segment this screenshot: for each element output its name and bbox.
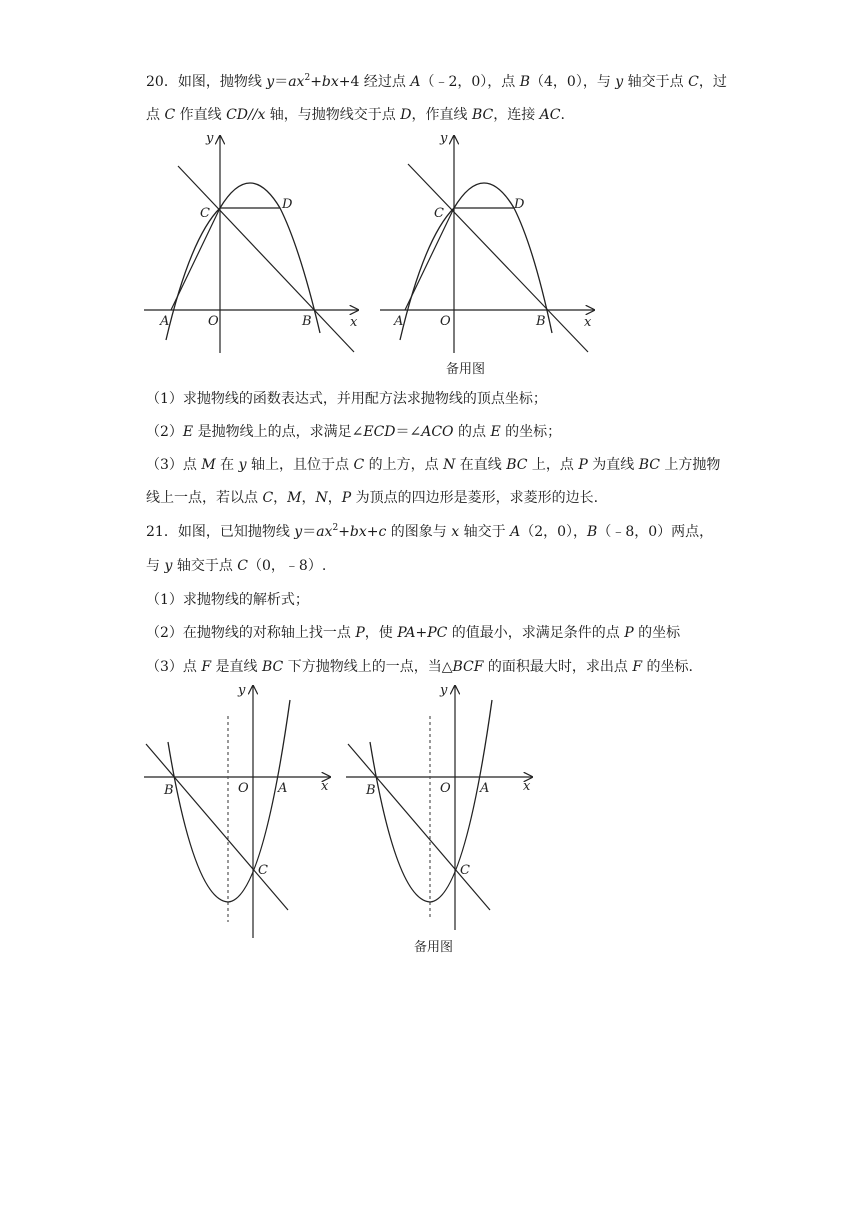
q21-line-2: [146, 556, 326, 576]
svg-text:D: D: [514, 197, 525, 212]
svg-text:C: C: [434, 206, 444, 221]
text-runs: 与 y 轴交于点 C（0，﹣8）.: [146, 558, 327, 574]
q20-part-1: [146, 389, 547, 409]
label-d: D: [282, 197, 293, 212]
segment-ac: [171, 208, 220, 310]
parabola: [168, 700, 290, 902]
parabola: [166, 183, 320, 340]
q21-figure-backup: [342, 680, 542, 945]
q20-figure-backup: [376, 128, 606, 358]
q21-part-3: [146, 657, 693, 677]
text-runs: 线上一点，若以点 C，M，N，P 为顶点的四边形是菱形，求菱形的边长.: [146, 490, 599, 506]
text-runs: （1）求抛物线的函数表达式，并用配方法求抛物线的顶点坐标；: [146, 391, 547, 407]
svg-text:y: y: [440, 683, 448, 698]
svg-text:C: C: [460, 863, 470, 878]
q20-line-1: [146, 72, 727, 92]
text-runs: （2）在抛物线的对称轴上找一点 P，使 PA+PC 的值最小，求满足条件的点 P 的坐标: [146, 625, 681, 641]
svg-text:B: B: [536, 314, 546, 329]
label-x: x: [350, 315, 358, 330]
label-b: B: [302, 314, 312, 329]
q21-figure-main: [140, 680, 340, 945]
q21-line-1: [146, 522, 713, 542]
q20-part-3b: [146, 488, 598, 508]
svg-text:B: B: [366, 783, 376, 798]
text-runs: （3）点 F 是直线 BC 下方抛物线上的一点，当△BCF 的面积最大时，求出点 F 的坐标.: [146, 659, 693, 675]
q21-part-1: [146, 590, 309, 610]
text-runs: 如图，已知抛物线 $y=ax^2+bx+c$ 的图象与 x 轴交于 A（2，0），B（﹣8，0）两点，: [177, 523, 714, 540]
svg-text:y: y: [440, 131, 448, 146]
svg-text:A: A: [394, 314, 404, 329]
label-o: O: [208, 314, 219, 329]
q20-part-2: [146, 422, 561, 442]
q20-backup-caption: 备用图: [446, 362, 486, 377]
q20-line-2: [146, 105, 565, 125]
q21-number: 21．: [146, 524, 178, 540]
svg-text:B: B: [164, 783, 174, 798]
label-c: C: [200, 206, 210, 221]
text-runs: （1）求抛物线的解析式；: [146, 592, 309, 608]
svg-text:y: y: [238, 683, 246, 698]
svg-text:C: C: [258, 863, 268, 878]
text-runs: 如图，抛物线 $y=ax^2+bx+4$ 经过点 A（﹣2，0），点 B（4，0），与 y 轴交于点 C，过: [177, 73, 727, 90]
label-a: A: [160, 314, 170, 329]
svg-text:O: O: [238, 781, 249, 796]
q20-figure-main: [140, 128, 370, 358]
svg-text:x: x: [584, 315, 592, 330]
q21-part-2: [146, 623, 680, 643]
line-bc: [178, 166, 354, 352]
svg-text:O: O: [440, 781, 451, 796]
q20-number: 20．: [146, 74, 178, 90]
text-runs: （3）点 M 在 y 轴上，且位于点 C 的上方，点 N 在直线 BC 上，点 P 为直线 BC 上方抛物: [146, 457, 721, 473]
svg-text:A: A: [278, 781, 288, 796]
svg-text:O: O: [440, 314, 451, 329]
svg-text:x: x: [321, 779, 329, 794]
q20-part-3a: [146, 455, 720, 475]
text-runs: （2）E 是抛物线上的点，求满足∠ECD＝∠ACO 的点 E 的坐标；: [146, 424, 562, 440]
svg-text:A: A: [480, 781, 490, 796]
svg-text:x: x: [523, 779, 531, 794]
q21-backup-caption: 备用图: [414, 940, 454, 955]
label-y: y: [206, 131, 214, 146]
text-runs: 点 C 作直线 CD//x 轴，与抛物线交于点 D，作直线 BC，连接 AC.: [146, 107, 565, 123]
